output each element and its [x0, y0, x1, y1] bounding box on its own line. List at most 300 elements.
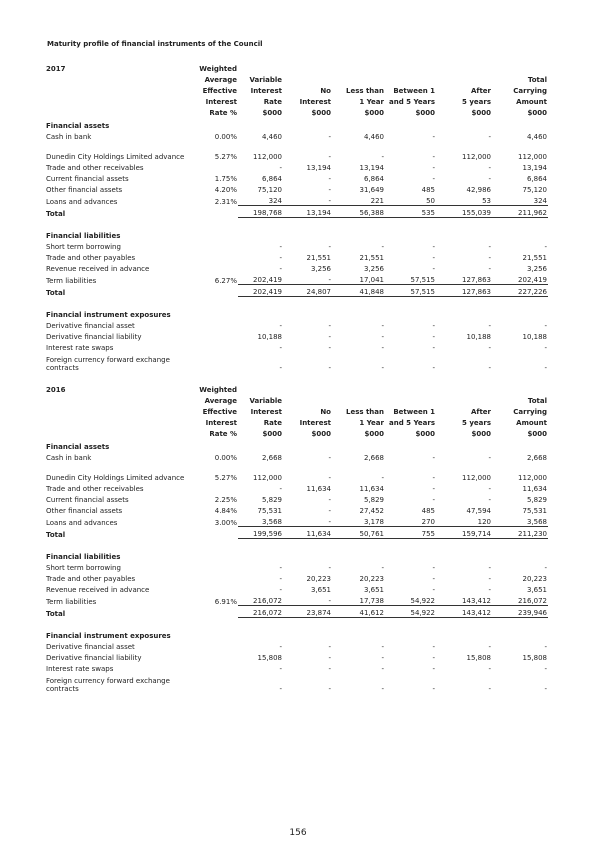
spacer-cell	[238, 618, 283, 628]
spacer-cell	[45, 618, 190, 628]
cell-between: -	[432, 153, 435, 161]
cell-variable: -	[279, 164, 282, 172]
column-header-less-than: Less than	[345, 87, 384, 95]
cell-rate: 3.00%	[214, 518, 237, 527]
column-header-weighted: Rate %	[209, 430, 237, 438]
column-header-variable: Variable	[249, 397, 282, 405]
cell-less-than: 17,738	[359, 597, 384, 605]
cell-between: -	[432, 243, 435, 251]
cell-no-interest: -	[328, 276, 331, 284]
cell-after: 53	[482, 197, 491, 205]
total-variable: 216,072	[238, 606, 283, 618]
table-row	[45, 561, 548, 572]
cell-variable: -	[279, 564, 282, 572]
cell-between: -	[432, 254, 435, 262]
row-label: Interest rate swaps	[46, 665, 114, 673]
column-header-after: 5 years	[462, 419, 491, 427]
cell-no-interest: -	[328, 518, 331, 526]
total-rate-blank	[190, 606, 238, 618]
cell-rate: 2.25%	[214, 496, 237, 504]
maturity-table-2016	[45, 383, 548, 693]
cell-no-interest: -	[328, 474, 331, 482]
cell-between: -	[432, 575, 435, 583]
column-header-after: 5 years	[462, 98, 491, 106]
column-header-no-interest: $000	[311, 109, 331, 117]
cell-less-than: 21,551	[359, 254, 384, 262]
row-label: Revenue received in advance	[46, 265, 150, 273]
table-row	[45, 194, 548, 206]
table-row	[45, 341, 548, 352]
row-label: Dunedin City Holdings Limited advance	[46, 474, 185, 482]
cell-rate	[190, 161, 238, 172]
spacer-cell	[190, 618, 238, 628]
cell-after: -	[488, 496, 491, 504]
spacer-cell	[238, 539, 283, 549]
row-label: Interest rate swaps	[46, 344, 114, 352]
column-header-between: and 5 Years	[389, 98, 435, 106]
cell-rate	[190, 319, 238, 330]
column-header-after	[436, 394, 492, 405]
column-header-between	[385, 383, 436, 394]
cell-after: 15,808	[466, 654, 491, 662]
cell-less-than: -	[381, 153, 384, 161]
cell-no-interest: 20,223	[306, 575, 331, 583]
column-header-less-than: $000	[364, 430, 384, 438]
table-row	[45, 330, 548, 341]
spacer-cell	[385, 539, 436, 549]
cell-variable: 112,000	[253, 474, 282, 482]
total-label: Total	[46, 209, 66, 218]
spacer-cell	[332, 539, 385, 549]
header-spacer	[45, 73, 190, 84]
cell-rate	[190, 583, 238, 594]
total-total: 239,946	[492, 606, 548, 618]
table-row	[45, 594, 548, 606]
cell-after: -	[488, 685, 491, 693]
row-label: Foreign currency forward exchange contracts	[46, 356, 170, 372]
row-label: Short term borrowing	[46, 243, 121, 251]
row-label: Revenue received in advance	[46, 586, 150, 594]
spacer-cell	[436, 539, 492, 549]
table-row	[45, 640, 548, 651]
maturity-table-2017	[45, 62, 548, 372]
cell-rate	[190, 572, 238, 583]
cell-after: -	[488, 364, 491, 372]
column-header-after: After	[470, 87, 491, 95]
header-row	[45, 62, 548, 73]
cell-after: -	[488, 665, 491, 673]
cell-total: 5,829	[526, 496, 547, 504]
column-header-less-than	[332, 394, 385, 405]
cell-between: -	[432, 333, 435, 341]
section-heading-row	[45, 117, 548, 130]
cell-variable: 75,120	[257, 186, 282, 194]
year-label: 2016	[46, 386, 66, 394]
cell-total: -	[544, 364, 547, 372]
cell-rate	[190, 352, 238, 372]
page-title: Maturity profile of financial instruments of the Council	[47, 40, 263, 48]
column-header-less-than	[332, 73, 385, 84]
cell-no-interest: -	[328, 454, 331, 462]
spacer-cell	[332, 218, 385, 228]
column-header-less-than	[332, 62, 385, 73]
row-label: Loans and advances	[46, 197, 118, 206]
spacer-cell	[492, 297, 548, 307]
cell-less-than: 3,256	[363, 265, 384, 273]
cell-no-interest: -	[328, 175, 331, 183]
column-header-between: and 5 Years	[389, 419, 435, 427]
cell-rate: 6.91%	[214, 597, 237, 606]
cell-less-than: 11,634	[359, 485, 384, 493]
column-header-no-interest	[283, 62, 332, 73]
row-label: Derivative financial liability	[46, 654, 142, 662]
cell-after: -	[488, 575, 491, 583]
spacer-cell	[283, 297, 332, 307]
cell-no-interest: 21,551	[306, 254, 331, 262]
cell-between: -	[432, 133, 435, 141]
cell-between: -	[432, 175, 435, 183]
cell-no-interest: 3,651	[310, 586, 331, 594]
total-variable: 202,419	[238, 285, 283, 297]
table-row	[45, 183, 548, 194]
cell-variable: -	[279, 243, 282, 251]
table-row	[45, 504, 548, 515]
cell-between: -	[432, 322, 435, 330]
spacer-cell	[190, 218, 238, 228]
section-heading: Financial liabilities	[46, 232, 121, 240]
section-heading-row	[45, 306, 548, 319]
cell-after: 112,000	[462, 474, 491, 482]
header-row	[45, 427, 548, 438]
total-no-interest: 23,874	[283, 606, 332, 618]
spacer-cell	[332, 618, 385, 628]
table-row	[45, 352, 548, 372]
total-rate-blank	[190, 527, 238, 539]
cell-less-than: -	[381, 685, 384, 693]
row-label: Cash in bank	[46, 133, 92, 141]
cell-after: -	[488, 564, 491, 572]
column-header-variable	[238, 62, 283, 73]
page-number: 156	[289, 828, 307, 838]
column-header-no-interest	[283, 73, 332, 84]
cell-variable: 10,188	[257, 333, 282, 341]
cell-no-interest: -	[328, 322, 331, 330]
column-header-weighted: Average	[204, 76, 237, 84]
column-header-less-than	[332, 383, 385, 394]
table-row	[45, 673, 548, 693]
spacer-cell	[385, 618, 436, 628]
cell-after: -	[488, 322, 491, 330]
cell-between: -	[432, 485, 435, 493]
cell-less-than: 6,864	[363, 175, 384, 183]
total-less-than: 56,388	[332, 206, 385, 218]
cell-after: -	[488, 586, 491, 594]
cell-between: -	[432, 164, 435, 172]
cell-variable: -	[279, 265, 282, 273]
column-header-total: Carrying	[513, 87, 547, 95]
spacer-row	[45, 618, 548, 628]
cell-total: 4,460	[526, 133, 547, 141]
column-header-no-interest	[283, 394, 332, 405]
cell-rate: 2.31%	[214, 197, 237, 206]
header-row	[45, 106, 548, 117]
cell-after: -	[488, 164, 491, 172]
cell-variable: 202,419	[253, 276, 282, 284]
cell-total: 216,072	[518, 597, 547, 605]
cell-after: -	[488, 454, 491, 462]
column-header-weighted: Interest	[205, 98, 237, 106]
column-header-total: Amount	[516, 419, 547, 427]
cell-no-interest: -	[328, 665, 331, 673]
table-row	[45, 273, 548, 285]
cell-no-interest: -	[328, 364, 331, 372]
cell-between: -	[432, 496, 435, 504]
column-header-between: $000	[415, 430, 435, 438]
cell-total: 112,000	[518, 153, 547, 161]
total-after: 155,039	[436, 206, 492, 218]
cell-between: -	[432, 685, 435, 693]
cell-between: 270	[421, 518, 435, 526]
cell-after: 42,986	[466, 186, 491, 194]
table-row	[45, 240, 548, 251]
column-header-after: After	[470, 408, 491, 416]
cell-less-than: -	[381, 364, 384, 372]
total-variable: 199,596	[238, 527, 283, 539]
total-between: 755	[385, 527, 436, 539]
cell-rate	[190, 640, 238, 651]
cell-rate: 0.00%	[214, 454, 237, 462]
cell-after: -	[488, 265, 491, 273]
column-header-between	[385, 394, 436, 405]
table-row	[45, 583, 548, 594]
column-header-between: $000	[415, 109, 435, 117]
cell-variable: -	[279, 665, 282, 673]
cell-less-than: -	[381, 322, 384, 330]
table-row	[45, 172, 548, 183]
row-label: Derivative financial liability	[46, 333, 142, 341]
total-less-than: 41,612	[332, 606, 385, 618]
header-spacer	[45, 95, 190, 106]
spacer-cell	[190, 539, 238, 549]
cell-variable: 3,568	[261, 518, 282, 526]
cell-between: 57,515	[410, 276, 435, 284]
table-row	[45, 462, 548, 482]
total-between: 54,922	[385, 606, 436, 618]
cell-between: -	[432, 474, 435, 482]
table-row	[45, 482, 548, 493]
cell-after: 10,188	[466, 333, 491, 341]
row-label: Trade and other receivables	[46, 485, 144, 493]
table-row	[45, 251, 548, 262]
cell-total: 112,000	[518, 474, 547, 482]
column-header-no-interest: No	[320, 408, 331, 416]
cell-rate	[190, 482, 238, 493]
total-row	[45, 606, 548, 618]
column-header-total: Carrying	[513, 408, 547, 416]
total-between: 535	[385, 206, 436, 218]
cell-after: -	[488, 254, 491, 262]
cell-total: -	[544, 665, 547, 673]
cell-variable: 6,864	[261, 175, 282, 183]
column-header-variable: Interest	[250, 87, 282, 95]
column-header-weighted: Rate %	[209, 109, 237, 117]
column-header-variable: Rate	[263, 419, 282, 427]
table-row	[45, 451, 548, 462]
cell-after: -	[488, 485, 491, 493]
cell-variable: 5,829	[261, 496, 282, 504]
row-label: Loans and advances	[46, 518, 118, 527]
cell-no-interest: -	[328, 654, 331, 662]
cell-variable: -	[279, 643, 282, 651]
cell-rate: 5.27%	[214, 153, 237, 161]
cell-between: -	[432, 586, 435, 594]
cell-total: 202,419	[518, 276, 547, 284]
cell-after: 47,594	[466, 507, 491, 515]
cell-variable: -	[279, 485, 282, 493]
cell-less-than: 13,194	[359, 164, 384, 172]
spacer-cell	[45, 539, 190, 549]
column-header-after: $000	[471, 430, 491, 438]
cell-rate	[190, 662, 238, 673]
spacer-cell	[436, 297, 492, 307]
cell-total: -	[544, 344, 547, 352]
cell-total: 20,223	[522, 575, 547, 583]
cell-no-interest: -	[328, 333, 331, 341]
column-header-no-interest: $000	[311, 430, 331, 438]
cell-variable: -	[279, 586, 282, 594]
total-between: 57,515	[385, 285, 436, 297]
table-row	[45, 319, 548, 330]
row-label: Term liabilities	[46, 276, 97, 285]
total-less-than: 50,761	[332, 527, 385, 539]
cell-variable: 75,531	[257, 507, 282, 515]
cell-after: 120	[477, 518, 491, 526]
cell-after: -	[488, 243, 491, 251]
cell-less-than: 3,651	[363, 586, 384, 594]
column-header-after	[436, 62, 492, 73]
row-label: Short term borrowing	[46, 564, 121, 572]
cell-no-interest: -	[328, 243, 331, 251]
row-label: Current financial assets	[46, 175, 129, 183]
table-row	[45, 662, 548, 673]
header-row	[45, 383, 548, 394]
column-header-weighted: Weighted	[199, 386, 237, 394]
section-heading-row	[45, 227, 548, 240]
cell-total: -	[544, 243, 547, 251]
cell-rate: 4.20%	[214, 186, 237, 194]
cell-less-than: -	[381, 564, 384, 572]
total-variable: 198,768	[238, 206, 283, 218]
total-no-interest: 11,634	[283, 527, 332, 539]
cell-less-than: 5,829	[363, 496, 384, 504]
cell-after: 127,863	[462, 276, 491, 284]
total-total: 211,962	[492, 206, 548, 218]
cell-less-than: -	[381, 643, 384, 651]
row-label: Trade and other payables	[46, 575, 136, 583]
column-header-variable: Rate	[263, 98, 282, 106]
table-row	[45, 130, 548, 141]
header-row	[45, 73, 548, 84]
section-heading-row	[45, 548, 548, 561]
column-header-between: Between 1	[393, 408, 435, 416]
cell-total: -	[544, 564, 547, 572]
total-row	[45, 285, 548, 297]
header-spacer	[45, 416, 190, 427]
spacer-cell	[283, 618, 332, 628]
section-heading: Financial liabilities	[46, 553, 121, 561]
column-header-after: $000	[471, 109, 491, 117]
spacer-row	[45, 297, 548, 307]
column-header-total: Total	[527, 397, 547, 405]
cell-no-interest: -	[328, 153, 331, 161]
cell-less-than: 17,041	[359, 276, 384, 284]
cell-between: 50	[426, 197, 435, 205]
column-header-less-than: $000	[364, 109, 384, 117]
cell-total: 324	[533, 197, 547, 205]
cell-variable: 324	[268, 197, 282, 205]
table-row	[45, 515, 548, 527]
spacer-row	[45, 539, 548, 549]
cell-total: 75,531	[522, 507, 547, 515]
cell-total: 21,551	[522, 254, 547, 262]
header-row	[45, 84, 548, 95]
cell-no-interest: 11,634	[306, 485, 331, 493]
column-header-variable: Interest	[250, 408, 282, 416]
cell-no-interest: -	[328, 186, 331, 194]
spacer-cell	[283, 218, 332, 228]
spacer-cell	[492, 539, 548, 549]
cell-between: -	[432, 265, 435, 273]
cell-rate	[190, 240, 238, 251]
cell-variable: 15,808	[257, 654, 282, 662]
column-header-total: Amount	[516, 98, 547, 106]
cell-between: -	[432, 665, 435, 673]
column-header-between	[385, 62, 436, 73]
total-after: 159,714	[436, 527, 492, 539]
row-label: Other financial assets	[46, 186, 123, 194]
cell-after: 143,412	[462, 597, 491, 605]
spacer-cell	[492, 218, 548, 228]
cell-less-than: -	[381, 654, 384, 662]
total-rate-blank	[190, 285, 238, 297]
cell-rate: 6.27%	[214, 276, 237, 285]
cell-no-interest: -	[328, 564, 331, 572]
header-spacer	[45, 405, 190, 416]
cell-no-interest: -	[328, 344, 331, 352]
row-label: Foreign currency forward exchange contracts	[46, 677, 170, 693]
cell-no-interest: -	[328, 685, 331, 693]
spacer-cell	[492, 618, 548, 628]
spacer-cell	[238, 297, 283, 307]
cell-variable: -	[279, 344, 282, 352]
cell-total: 3,651	[526, 586, 547, 594]
row-label: Dunedin City Holdings Limited advance	[46, 153, 185, 161]
row-label: Trade and other payables	[46, 254, 136, 262]
cell-after: 112,000	[462, 153, 491, 161]
cell-total: -	[544, 643, 547, 651]
column-header-no-interest: No	[320, 87, 331, 95]
cell-rate: 4.84%	[214, 507, 237, 515]
cell-between: -	[432, 364, 435, 372]
cell-less-than: 4,460	[363, 133, 384, 141]
spacer-cell	[238, 218, 283, 228]
header-spacer	[45, 106, 190, 117]
header-row	[45, 405, 548, 416]
table-row	[45, 493, 548, 504]
column-header-between	[385, 73, 436, 84]
cell-variable: 4,460	[261, 133, 282, 141]
total-after: 143,412	[436, 606, 492, 618]
